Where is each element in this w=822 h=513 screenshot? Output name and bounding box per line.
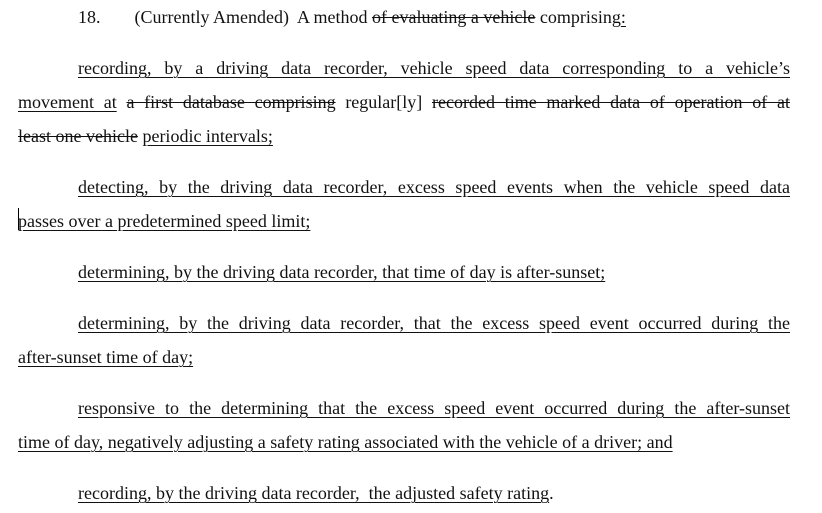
step-1-added-text-2: periodic intervals; [142,126,273,146]
claim-header [78,6,822,28]
step-6-line-1 [78,482,790,504]
step-1-line-2 [18,91,790,113]
step-1-deleted-text-2: recorded time marked data of operation of at [432,92,790,112]
step-2-line-2: passes over a predetermined speed limit; [18,211,311,231]
step-5-line-2: time of day, negatively adjusting a safety rating associated with the vehicle of a driver; and [18,432,673,452]
step-1-deleted-text-1: a first database comprising [126,92,336,112]
claim-intro-added: : [620,7,626,27]
step-1-line-1: recording, by a driving data recorder, vehicle speed data corresponding to a vehicle’s [78,58,790,78]
claim-status: (Currently Amended) [134,7,289,27]
step-4-line-1: determining, by the driving data recorder, that the excess speed event occurred during the [78,313,790,333]
claim-intro-plain: A method [296,7,368,27]
step-1-line-3 [18,125,790,147]
step-6-text: recording, by the driving data recorder, the adjusted safety rating [78,483,550,503]
step-1-added-text: movement at [18,92,117,112]
step-2-line-1: detecting, by the driving data recorder, excess speed events when the vehicle speed data [78,177,790,197]
step-3-line-1: determining, by the driving data recorder, that time of day is after-sunset; [78,262,606,282]
claim-intro-deleted: of evaluating a vehicle [371,7,536,27]
step-1-plain-text: regular[ly] [345,92,423,112]
step-1-deleted-text-3: least one vehicle [18,126,138,146]
step-4-line-2: after-sunset time of day; [18,347,194,367]
claim-intro-plain-2: comprising [539,7,621,27]
step-5-line-1: responsive to the determining that the excess speed event occurred during the after-sunset [78,398,790,418]
step-6-period: . [549,483,554,503]
claim-number: 18. [78,7,101,27]
